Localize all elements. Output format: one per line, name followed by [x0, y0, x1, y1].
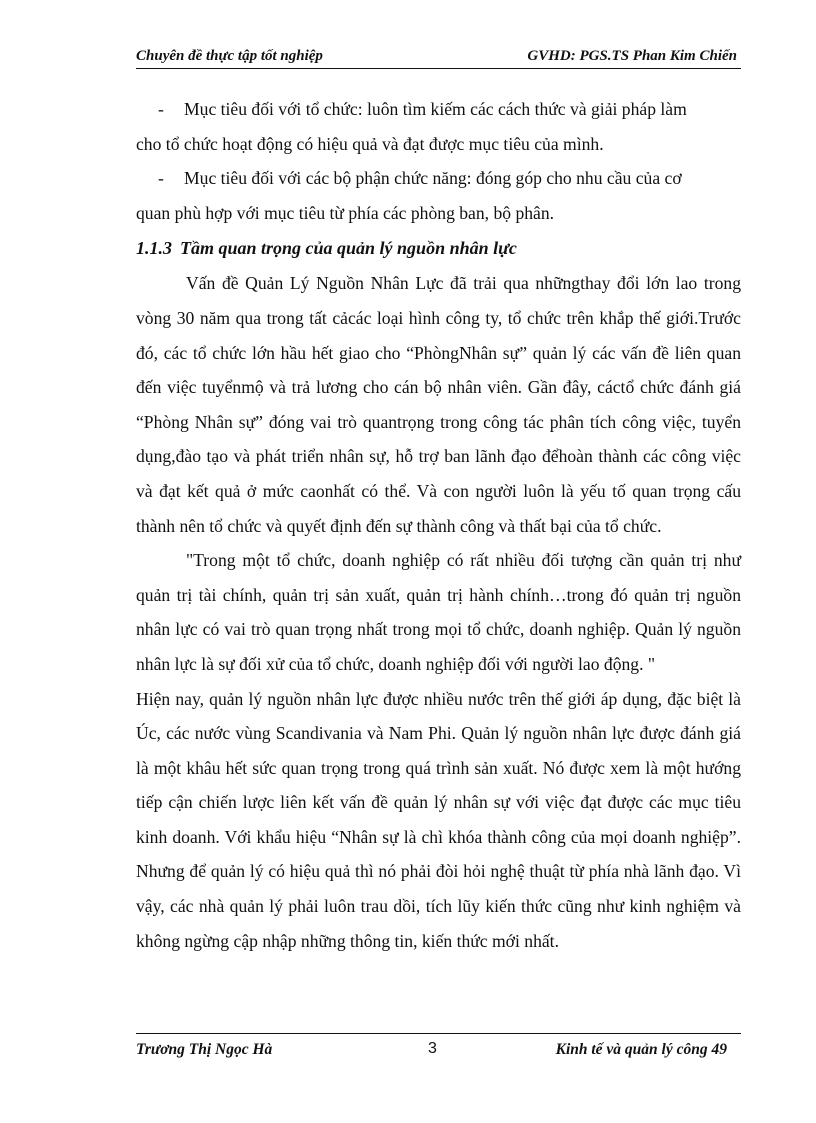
header-title: Chuyên đề thực tập tốt nghiệp: [136, 48, 323, 64]
page-body: [136, 92, 741, 958]
header-rule: [136, 68, 741, 69]
paragraph: Hiện nay, quản lý nguồn nhân lực được nhiều nước trên thế giới áp dụng, đặc biệt là Úc, các nước vùng Scandivania và Nam Phi. Quản lý nguồn nhân lực được đánh giá là một khâu hết sức quan trọng trong quá trình sản xuất. Nó được xem là một hướng tiếp cận chiến lược liên kết vấn đề quản lý nhân sự với việc đạt được các mục tiêu kinh doanh. Với khẩu hiệu “Nhân sự là chì khóa thành công của mọi doanh nghiệp”. Nhưng để quản lý có hiệu quả thì nó phải đòi hỏi nghệ thuật từ phía nhà lãnh đạo. Vì vậy, các nhà quản lý phải luôn trau dồi, tích lũy kiến thức cũng như kinh nghiệm và không ngừng cập nhập những thông tin, kiến thức mới nhất.: [136, 688, 741, 951]
page-footer: [136, 1041, 741, 1063]
bullet-text-first-line: Mục tiêu đối với tổ chức: luôn tìm kiếm các cách thức và giải pháp làm: [184, 99, 687, 119]
bullet-text-first-line: Mục tiêu đối với các bộ phận chức năng: đóng góp cho nhu cầu của cơ: [184, 168, 682, 189]
page-header: [136, 48, 741, 68]
quote-paragraph: "Trong một tổ chức, doanh nghiệp có rất nhiều đối tượng cần quản trị như quản trị tài chính, quản trị sản xuất, quản trị hành chính…trong đó quản trị nguồn nhân lực có vai trò quan trọng nhất trong mọi tổ chức, doanh nghiệp. Quản lý nguồn nhân lực là sự đối xử của tổ chức, doanh nghiệp đối với người lao động. ": [136, 550, 741, 674]
section-title: Tầm quan trọng của quản lý nguồn nhân lực: [180, 238, 517, 259]
section-heading: [136, 230, 741, 266]
footer-rule: [136, 1033, 741, 1034]
bullet-dash: -: [158, 99, 164, 119]
header-advisor: GVHD: PGS.TS Phan Kim Chiến: [527, 48, 737, 64]
paragraph: Vấn đề Quản Lý Nguồn Nhân Lực đã trải qua nhữngthay đổi lớn lao trong vòng 30 năm qua trong tất cảcác loại hình công ty, tổ chức trên khắp thế giới.Trước đó, các tổ chức lớn hầu hết giao cho “PhòngNhân sự” quản lý các vấn đề liên quan đến việc tuyểnmộ và trả lương cho cán bộ nhân viên. Gần đây, cáctổ chức đánh giá “Phòng Nhân sự” đóng vai trò quantrọng trong công tác phân tích công việc, tuyển dụng,đào tạo và phát triển nhân sự, hỗ trợ ban lãnh đạo đểhoàn thành các công việc và đạt kết quả ở mức caonhất có thể. Và con người luôn là yếu tố quan trọng cấu thành nên tổ chức và quyết định đến sự thành công và thất bại của tổ chức.: [136, 273, 741, 536]
bullet-item: [136, 161, 741, 230]
bullet-text-continuation: cho tổ chức hoạt động có hiệu quả và đạt được mục tiêu của mình.: [136, 133, 604, 154]
footer-author: Trương Thị Ngọc Hà: [136, 1041, 273, 1058]
page-number: 3: [428, 1040, 437, 1057]
bullet-dash: -: [158, 168, 164, 189]
bullet-text-continuation: quan phù hợp với mục tiêu từ phía các phòng ban, bộ phân.: [136, 202, 555, 223]
footer-course: Kinh tế và quản lý công 49: [555, 1041, 727, 1058]
bullet-item: [136, 92, 741, 161]
section-number: 1.1.3: [136, 238, 172, 259]
